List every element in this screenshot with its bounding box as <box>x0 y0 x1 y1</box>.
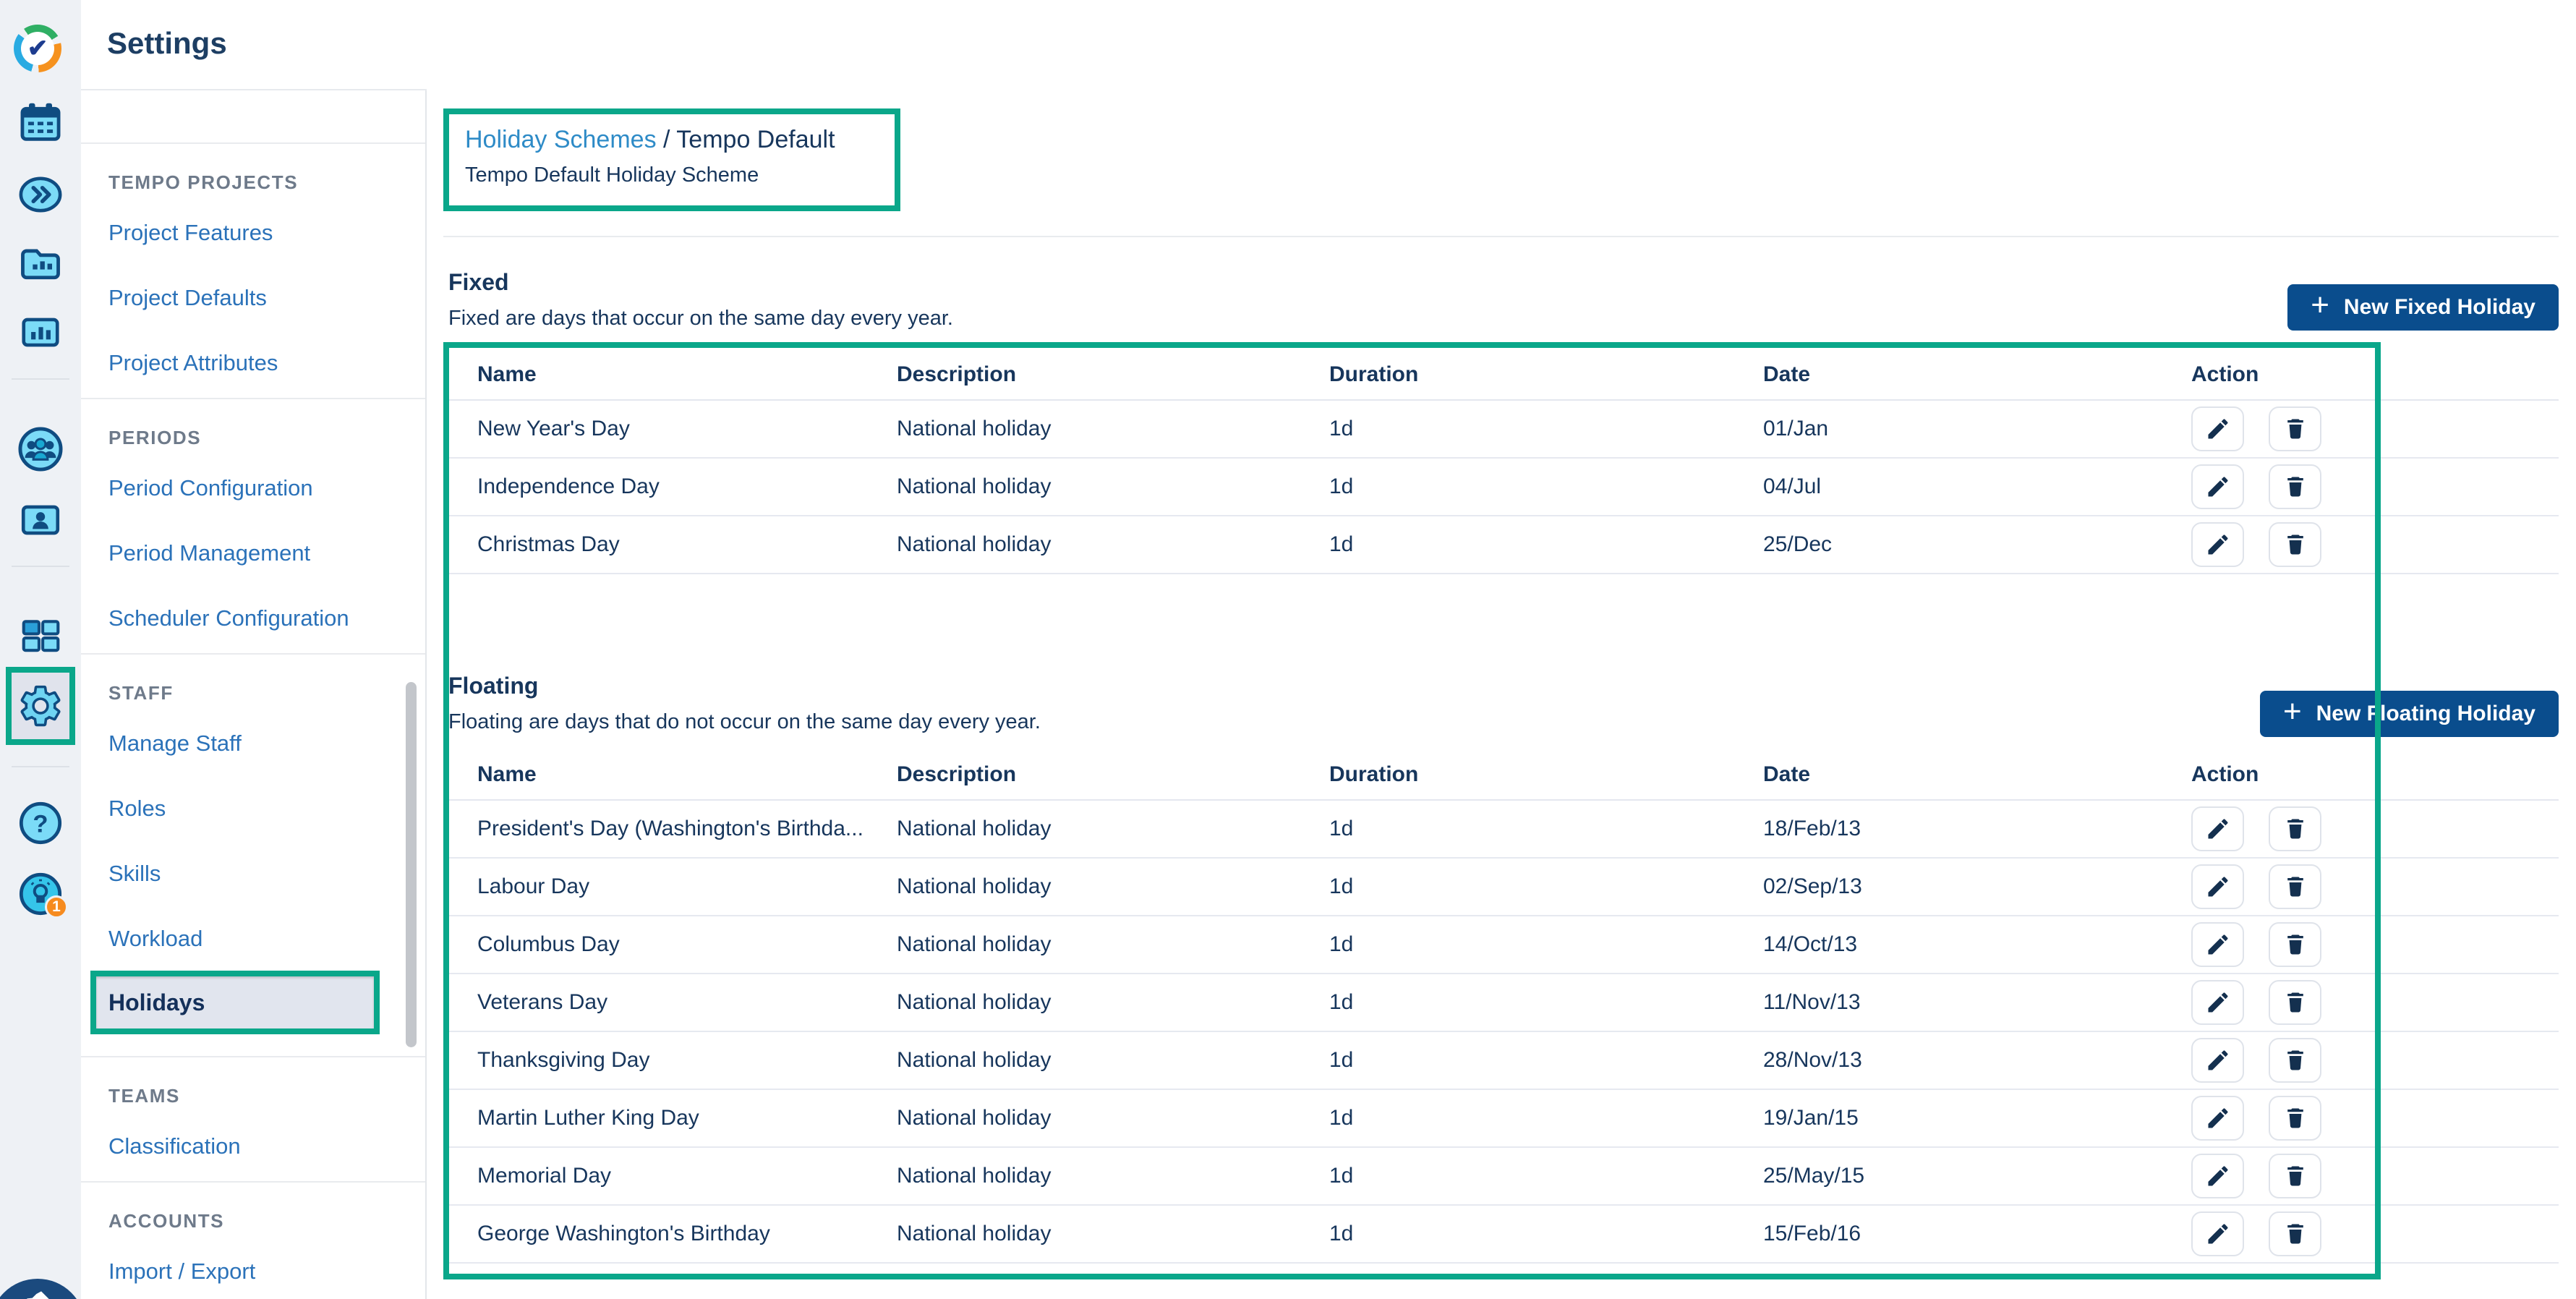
breadcrumb <box>465 126 895 154</box>
column-header-duration: Duration <box>1329 762 1419 786</box>
cell-name: President's Day (Washington's Birthda... <box>477 817 863 840</box>
header-divider <box>81 89 427 90</box>
cell-name: Thanksgiving Day <box>477 1048 650 1072</box>
breadcrumb-current: Tempo Default <box>676 126 835 153</box>
floating-section-description: Floating are days that do not occur on the same day every year. <box>448 710 1041 733</box>
trash-icon <box>2282 1163 2308 1189</box>
edit-button[interactable] <box>2191 406 2244 451</box>
gear-icon[interactable] <box>17 682 64 730</box>
cell-actions <box>2191 922 2559 967</box>
cell-actions <box>2191 980 2559 1025</box>
floating-holidays-table <box>443 750 2559 1264</box>
cell-duration: 1d <box>1329 474 1354 498</box>
edit-button[interactable] <box>2191 864 2244 909</box>
cell-name: Christmas Day <box>477 532 620 556</box>
cell-name: George Washington's Birthday <box>477 1222 770 1245</box>
cell-duration: 1d <box>1329 532 1354 556</box>
edit-button[interactable] <box>2191 980 2244 1025</box>
table-row <box>443 1206 2559 1264</box>
column-header-date: Date <box>1763 362 1811 386</box>
delete-button[interactable] <box>2269 1096 2321 1141</box>
column-header-name: Name <box>477 362 537 386</box>
cell-date: 01/Jan <box>1763 417 1829 440</box>
sidebar-section-header: TEAMS <box>108 1085 180 1107</box>
cell-duration: 1d <box>1329 1048 1354 1072</box>
cell-actions <box>2191 864 2559 909</box>
pencil-icon <box>2205 1105 2231 1131</box>
floating-section-title: Floating <box>448 673 539 699</box>
cell-duration: 1d <box>1329 817 1354 840</box>
annotation-box-gear <box>6 667 75 745</box>
annotation-box-holidays <box>90 971 380 1034</box>
delete-button[interactable] <box>2269 922 2321 967</box>
cell-name: Columbus Day <box>477 932 620 956</box>
table-header-row <box>443 750 2559 801</box>
edit-button[interactable] <box>2191 806 2244 851</box>
cell-name: Veterans Day <box>477 990 608 1014</box>
edit-button[interactable] <box>2191 1038 2244 1083</box>
sidebar-section-periods <box>81 398 425 653</box>
cell-date: 25/May/15 <box>1763 1164 1865 1188</box>
cell-actions <box>2191 1154 2559 1198</box>
sidebar-section-staff <box>81 653 425 1056</box>
new-fixed-holiday-button[interactable] <box>2287 284 2559 331</box>
cell-date: 19/Jan/15 <box>1763 1106 1859 1130</box>
scheme-subtitle: Tempo Default Holiday Scheme <box>465 163 759 187</box>
cell-duration: 1d <box>1329 932 1354 956</box>
pencil-icon <box>2205 816 2231 842</box>
svg-text:?: ? <box>33 810 48 838</box>
cell-description: National holiday <box>897 1222 1052 1245</box>
cell-description: National holiday <box>897 932 1052 956</box>
cell-description: National holiday <box>897 990 1052 1014</box>
double-chevron-icon[interactable] <box>0 172 81 217</box>
pencil-icon <box>2205 932 2231 958</box>
pencil-icon <box>2205 416 2231 442</box>
cell-description: National holiday <box>897 1048 1052 1072</box>
page-title: Settings <box>107 26 227 60</box>
new-floating-holiday-button[interactable] <box>2260 691 2559 737</box>
cell-name: Memorial Day <box>477 1164 612 1188</box>
cell-date: 25/Dec <box>1763 532 1833 556</box>
cell-date: 11/Nov/13 <box>1763 990 1861 1014</box>
breadcrumb-separator: / <box>656 126 677 153</box>
cell-duration: 1d <box>1329 874 1354 898</box>
trash-icon <box>2282 1047 2308 1073</box>
trash-icon <box>2282 416 2308 442</box>
rail-divider <box>12 378 69 380</box>
pencil-icon <box>2205 1047 2231 1073</box>
cell-description: National holiday <box>897 474 1052 498</box>
new-fixed-holiday-label: New Fixed Holiday <box>2343 295 2536 319</box>
edit-button[interactable] <box>2191 522 2244 567</box>
annotation-box-breadcrumb <box>443 108 900 211</box>
edit-button[interactable] <box>2191 1154 2244 1198</box>
cell-actions <box>2191 1211 2559 1256</box>
column-header-name: Name <box>477 762 537 786</box>
table-row <box>443 801 2559 859</box>
bar-chart-icon[interactable] <box>0 310 81 354</box>
sidebar-item-period-configuration[interactable]: Period Configuration <box>108 475 313 501</box>
cell-actions <box>2191 464 2559 509</box>
cell-name: Independence Day <box>477 474 660 498</box>
pencil-icon <box>2205 474 2231 500</box>
sidebar-section-header: ACCOUNTS <box>108 1210 225 1232</box>
cell-description: National holiday <box>897 817 1052 840</box>
cell-date: 18/Feb/13 <box>1763 817 1861 840</box>
table-row <box>443 516 2559 574</box>
help-icon[interactable] <box>0 800 81 846</box>
calendar-icon[interactable] <box>0 100 81 146</box>
trash-icon <box>2282 932 2308 958</box>
main-content <box>427 0 2576 1299</box>
sidebar-section-header: PERIODS <box>108 427 202 448</box>
cell-actions <box>2191 806 2559 851</box>
cell-name: New Year's Day <box>477 417 630 440</box>
table-row <box>443 1090 2559 1148</box>
cell-date: 28/Nov/13 <box>1763 1048 1862 1072</box>
cell-actions <box>2191 1096 2559 1141</box>
column-header-action: Action <box>2191 762 2259 786</box>
trash-icon <box>2282 1105 2308 1131</box>
breadcrumb-link-holiday-schemes[interactable]: Holiday Schemes <box>465 126 657 153</box>
delete-button[interactable] <box>2269 406 2321 451</box>
delete-button[interactable] <box>2269 464 2321 509</box>
table-row <box>443 974 2559 1032</box>
edit-button[interactable] <box>2191 1211 2244 1256</box>
table-row <box>443 459 2559 516</box>
sidebar-item-project-features[interactable]: Project Features <box>108 220 273 245</box>
folder-chart-icon[interactable] <box>0 240 81 286</box>
delete-button[interactable] <box>2269 1154 2321 1198</box>
settings-sidebar <box>81 90 427 1299</box>
trash-icon <box>2282 532 2308 558</box>
trash-icon <box>2282 1221 2308 1247</box>
column-header-action: Action <box>2191 362 2259 386</box>
pencil-icon <box>2205 989 2231 1015</box>
sidebar-item-manage-staff[interactable]: Manage Staff <box>108 731 242 756</box>
sidebar-item-holidays[interactable]: Holidays <box>108 989 205 1015</box>
fixed-section-description: Fixed are days that occur on the same day every year. <box>448 307 953 330</box>
sidebar-scrollbar[interactable] <box>406 682 417 1047</box>
column-header-date: Date <box>1763 762 1811 786</box>
cell-description: National holiday <box>897 1106 1052 1130</box>
sidebar-section-tempo-projects <box>81 142 425 398</box>
edit-button[interactable] <box>2191 922 2244 967</box>
plus-icon: + <box>2311 287 2329 323</box>
sidebar-item-workload[interactable]: Workload <box>108 926 203 951</box>
cell-description: National holiday <box>897 1164 1052 1188</box>
page-header <box>81 0 2576 89</box>
tempo-logo-check: ✔ <box>21 32 54 65</box>
plus-icon: + <box>2282 694 2302 729</box>
trash-icon <box>2282 816 2308 842</box>
cell-description: National holiday <box>897 532 1052 556</box>
sidebar-item-project-attributes[interactable]: Project Attributes <box>108 350 278 375</box>
sidebar-item-project-defaults[interactable]: Project Defaults <box>108 285 267 310</box>
cell-actions <box>2191 406 2559 451</box>
delete-button[interactable] <box>2269 864 2321 909</box>
cell-duration: 1d <box>1329 990 1354 1014</box>
table-row <box>443 1148 2559 1206</box>
cell-duration: 1d <box>1329 417 1354 440</box>
edit-button[interactable] <box>2191 464 2244 509</box>
fixed-section-title: Fixed <box>448 269 509 295</box>
rail-divider <box>12 566 69 567</box>
cell-date: 02/Sep/13 <box>1763 874 1862 898</box>
table-row <box>443 1032 2559 1090</box>
table-row <box>443 401 2559 459</box>
person-card-icon[interactable] <box>0 498 81 542</box>
delete-button[interactable] <box>2269 1038 2321 1083</box>
cell-name: Martin Luther King Day <box>477 1106 699 1130</box>
pin-icon[interactable] <box>0 1279 85 1299</box>
sidebar-section-header: STAFF <box>108 682 174 704</box>
cell-description: National holiday <box>897 417 1052 440</box>
pencil-icon <box>2205 1163 2231 1189</box>
sidebar-item-scheduler-configuration[interactable]: Scheduler Configuration <box>108 605 349 631</box>
cell-duration: 1d <box>1329 1106 1354 1130</box>
cell-actions <box>2191 1038 2559 1083</box>
delete-button[interactable] <box>2269 1211 2321 1256</box>
cell-date: 14/Oct/13 <box>1763 932 1858 956</box>
notification-badge: 1 <box>45 895 68 919</box>
pencil-icon <box>2205 874 2231 900</box>
pencil-icon <box>2205 1221 2231 1247</box>
edit-button[interactable] <box>2191 1096 2244 1141</box>
app-icon-rail <box>0 0 81 1299</box>
cell-date: 15/Feb/16 <box>1763 1222 1861 1245</box>
table-row <box>443 916 2559 974</box>
cell-date: 04/Jul <box>1763 474 1822 498</box>
grid-icon[interactable] <box>0 613 81 658</box>
delete-button[interactable] <box>2269 980 2321 1025</box>
cell-name: Labour Day <box>477 874 590 898</box>
fixed-holidays-table <box>443 350 2559 574</box>
delete-button[interactable] <box>2269 806 2321 851</box>
cell-duration: 1d <box>1329 1222 1354 1245</box>
cell-description: National holiday <box>897 874 1052 898</box>
cell-actions <box>2191 522 2559 567</box>
column-header-description: Description <box>897 762 1017 786</box>
delete-button[interactable] <box>2269 522 2321 567</box>
sidebar-item-roles[interactable]: Roles <box>108 796 166 821</box>
people-icon[interactable] <box>0 425 81 473</box>
lightbulb-icon[interactable] <box>0 871 81 917</box>
column-header-duration: Duration <box>1329 362 1419 386</box>
trash-icon <box>2282 989 2308 1015</box>
table-row <box>443 859 2559 916</box>
trash-icon <box>2282 474 2308 500</box>
content-divider <box>443 236 2559 237</box>
trash-icon <box>2282 874 2308 900</box>
table-header-row <box>443 350 2559 401</box>
sidebar-item-skills[interactable]: Skills <box>108 861 161 886</box>
pencil-icon <box>2205 532 2231 558</box>
column-header-description: Description <box>897 362 1017 386</box>
sidebar-item-classification[interactable]: Classification <box>108 1133 241 1159</box>
sidebar-scroll-gap <box>81 90 425 142</box>
tempo-logo[interactable] <box>14 25 61 72</box>
sidebar-section-accounts <box>81 1181 425 1299</box>
rail-divider <box>12 766 69 767</box>
sidebar-section-header: TEMPO PROJECTS <box>108 171 299 193</box>
cell-duration: 1d <box>1329 1164 1354 1188</box>
sidebar-item-period-management[interactable]: Period Management <box>108 540 311 566</box>
new-floating-holiday-label: New Floating Holiday <box>2316 702 2536 725</box>
sidebar-section-teams <box>81 1056 425 1181</box>
sidebar-item-import-export[interactable]: Import / Export <box>108 1258 256 1284</box>
